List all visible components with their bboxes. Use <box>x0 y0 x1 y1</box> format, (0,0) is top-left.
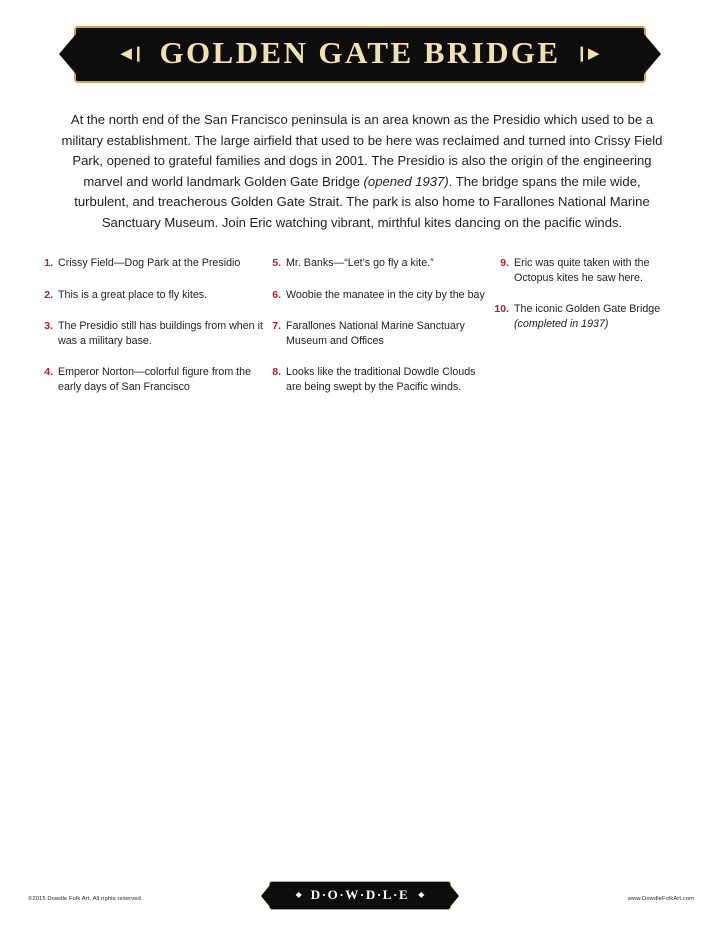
list-item <box>264 256 492 271</box>
list-item <box>36 256 264 271</box>
list-item <box>36 365 264 394</box>
legend-number: 3. <box>44 320 53 332</box>
legend-number: 10. <box>494 303 509 315</box>
page-title: GOLDEN GATE BRIDGE <box>159 35 561 70</box>
legend-column-2 <box>264 256 492 411</box>
legend-number: 8. <box>272 366 281 378</box>
legend-number: 6. <box>272 288 281 301</box>
legend-number: 7. <box>272 320 281 332</box>
legend-column-1 <box>36 256 264 411</box>
legend-label: Farallones National Marine Sanctuary Museum and Offices <box>286 320 465 347</box>
list-item <box>264 288 492 303</box>
intro-paragraph <box>58 110 666 234</box>
legend-number: 4. <box>44 366 53 378</box>
legend-label: The Presidio still has buildings from when it was a military base. <box>58 320 263 347</box>
legend-column-3 <box>492 256 684 411</box>
legend-label: Crissy Field—Dog Park at the Presidio <box>58 257 241 269</box>
list-item <box>492 256 684 285</box>
brand-logo <box>0 881 720 910</box>
title-plaque <box>74 26 645 83</box>
legend-label: Woobie the manatee in the city by the bay <box>286 288 485 301</box>
list-item <box>492 302 684 331</box>
legend-label: Emperor Norton—colorful figure from the early days of San Francisco <box>58 366 252 393</box>
list-item <box>264 319 492 348</box>
legend-number: 9. <box>500 257 509 269</box>
legend-label: Eric was quite taken with the Octopus kites he saw here. <box>514 257 650 284</box>
legend-label <box>514 302 660 331</box>
intro-text-part2: . The bridge spans the mile wide, turbulent, and treacherous Golden Gate Strait. The park is also home to Farallones National Marine Sanctuary Museum. Join Eric watching vibrant, mirthful kites dancing on the pacific winds. <box>74 173 650 230</box>
plaque-left-ornament-icon: ◀❙ <box>120 44 145 62</box>
legend-label: Mr. Banks—“Let’s go fly a kite.” <box>286 257 434 269</box>
logo-text: D·O·W·D·L·E <box>310 887 410 902</box>
legend-list <box>36 256 684 411</box>
copyright-text: ©2015 Dowdle Folk Art. All rights reserved. <box>28 896 143 902</box>
plaque-right-ornament-icon: ❙▶ <box>575 44 600 62</box>
intro-text-italic: (opened 1937) <box>363 173 449 189</box>
title-banner <box>0 26 720 83</box>
legend-label-main: The iconic Golden Gate Bridge <box>514 303 661 315</box>
legend-number: 2. <box>44 288 53 301</box>
intro-text-part1: At the north end of the San Francisco peninsula is an area known as the Presidio which used to be a military establishment. The large airfield that used to be here was reclaimed and turned into Crissy Field Park, opened to grateful families and dogs in 2001. The Presidio is also the origin of the engineering marvel and world landmark Golden Gate Bridge <box>61 112 663 189</box>
page-footer <box>0 870 720 910</box>
legend-label: Looks like the traditional Dowdle Clouds are being swept by the Pacific winds. <box>286 366 476 393</box>
legend-label-italic: (completed in 1937) <box>514 317 609 330</box>
website-url[interactable]: www.DowdleFolkArt.com <box>627 896 694 902</box>
logo-left-diamond-icon: ◆ <box>295 890 302 899</box>
legend-number: 5. <box>272 257 281 269</box>
list-item <box>36 319 264 348</box>
list-item <box>264 365 492 394</box>
list-item <box>36 288 264 303</box>
logo-right-diamond-icon: ◆ <box>418 890 425 899</box>
legend-number: 1. <box>44 257 53 269</box>
legend-label: This is a great place to fly kites. <box>58 288 208 301</box>
logo-plaque <box>269 881 452 910</box>
